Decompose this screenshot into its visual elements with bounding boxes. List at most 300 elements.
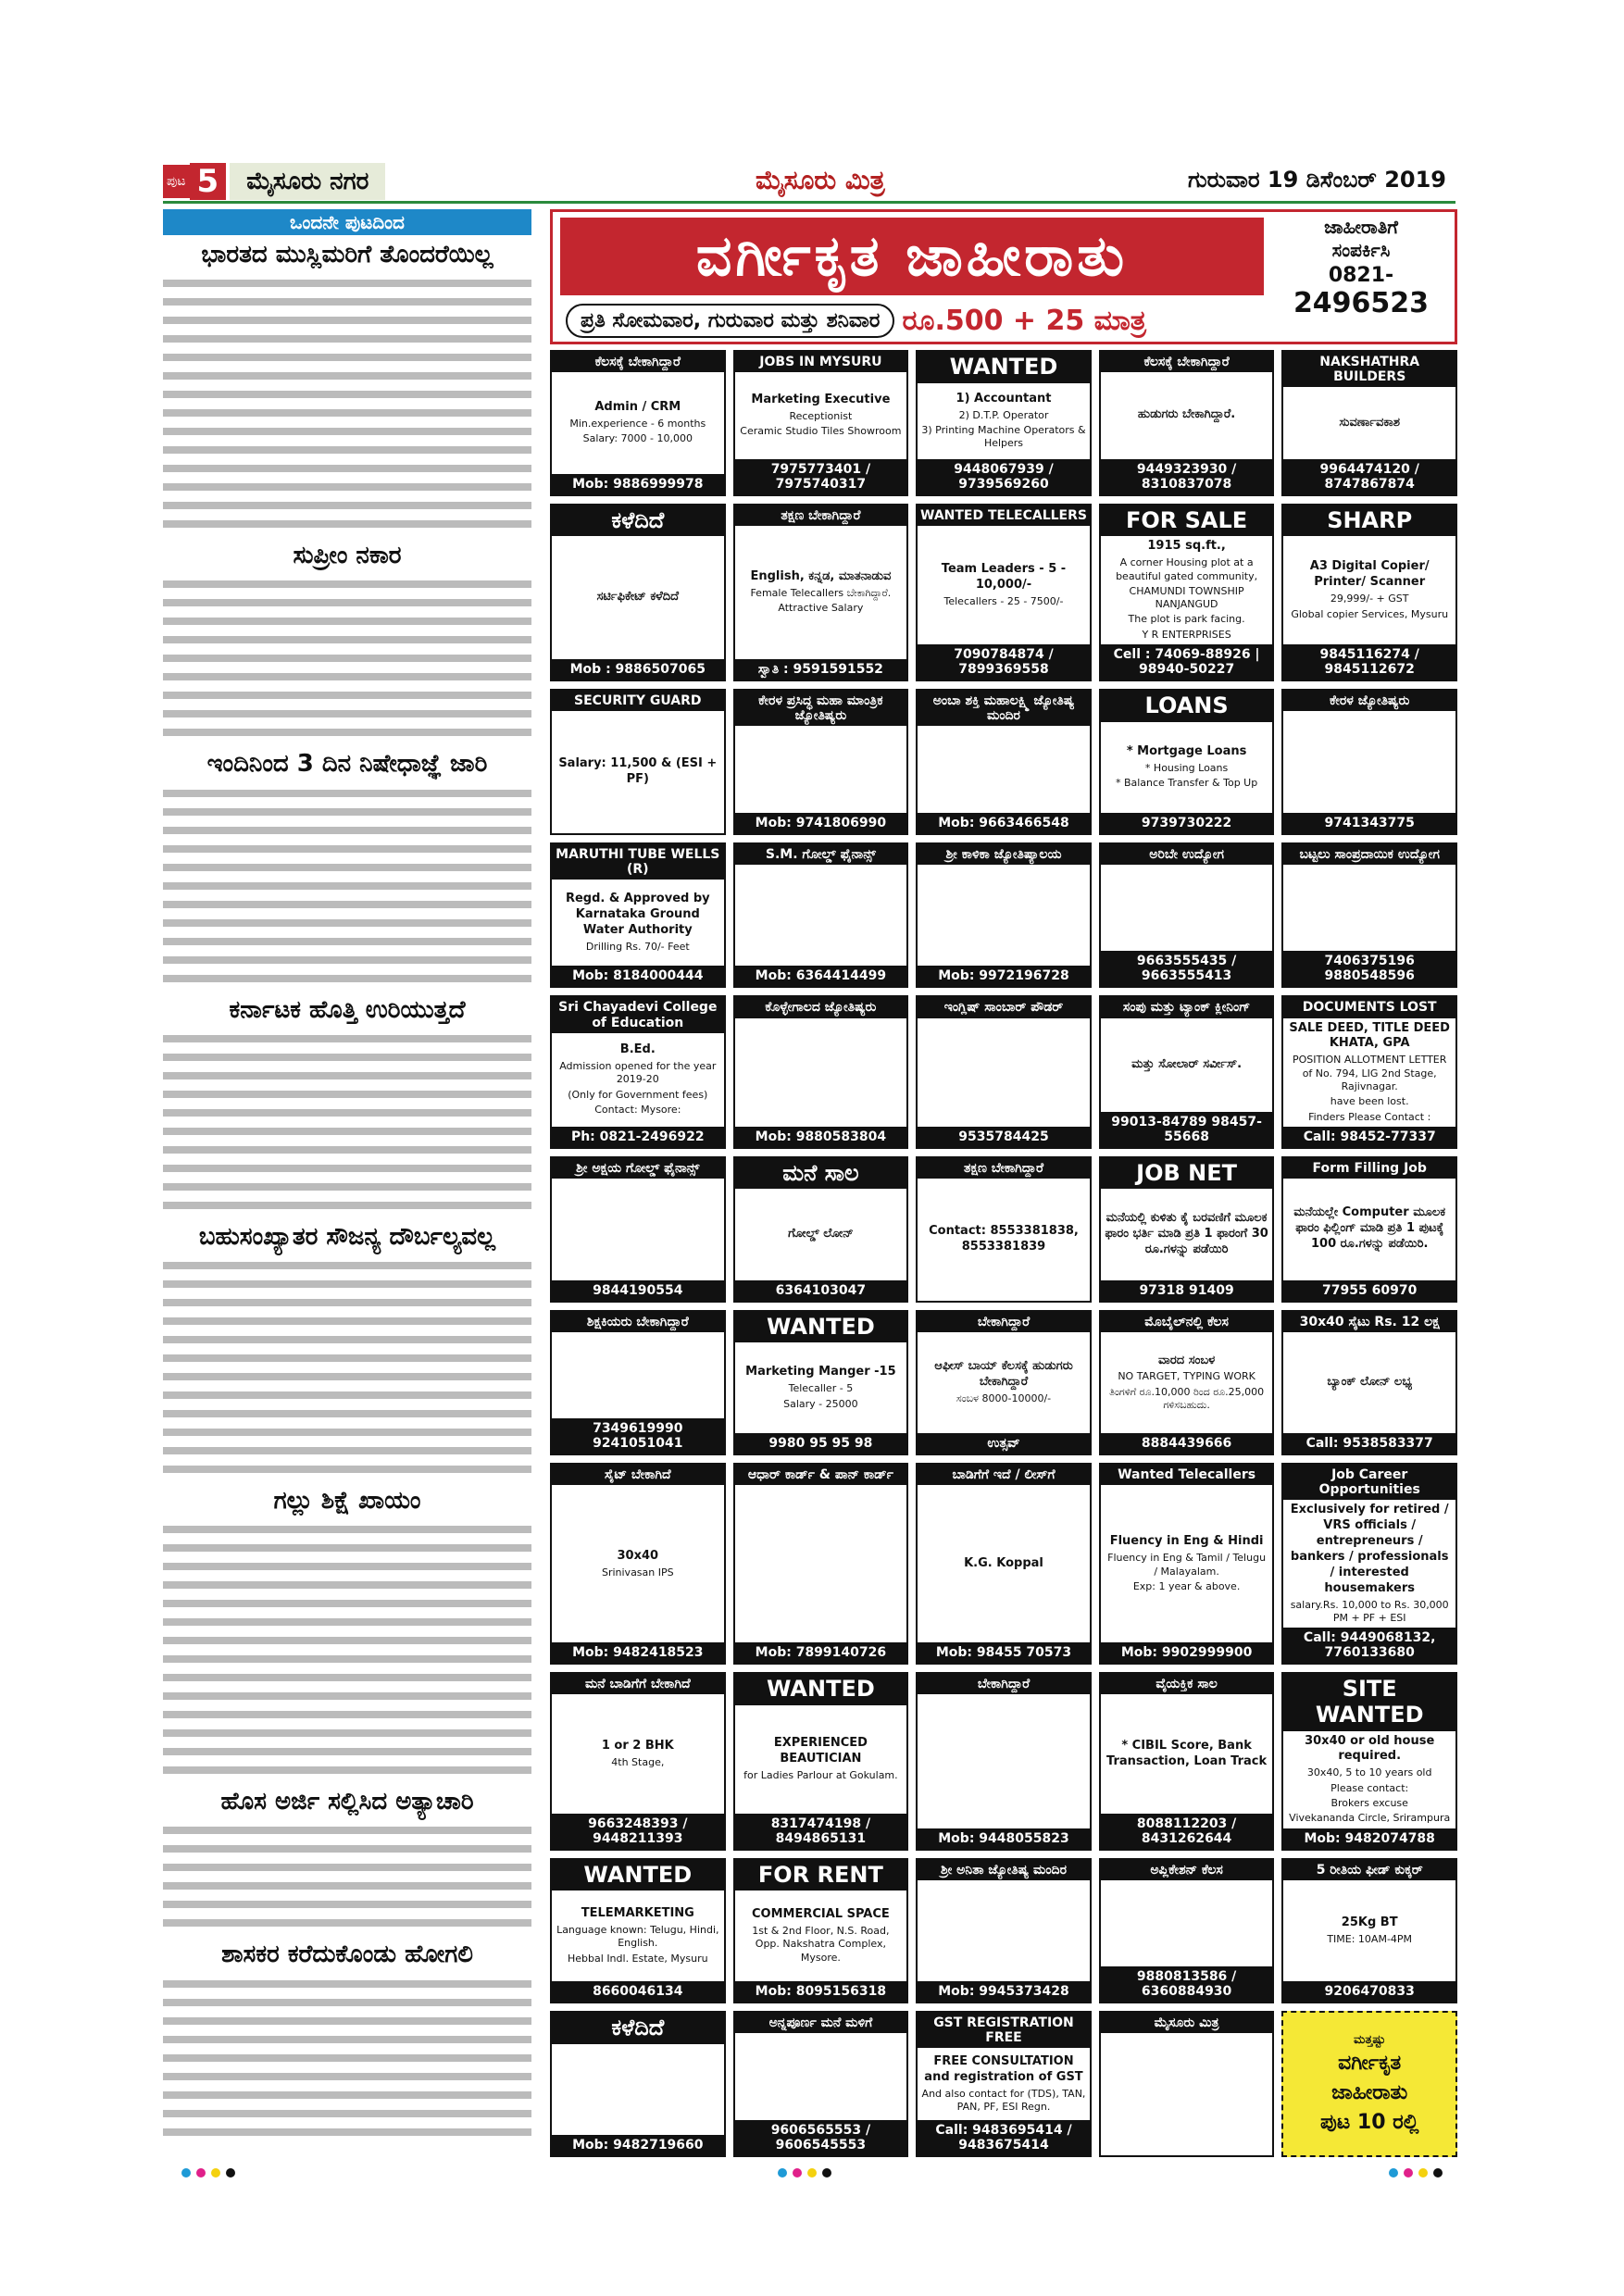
classified-ad bbox=[1099, 842, 1275, 989]
ad-body bbox=[918, 1179, 1090, 1301]
ad-line: Admission opened for the year 2019-20 bbox=[559, 1060, 717, 1086]
ad-line: A3 Digital Copier/ Printer/ Scanner bbox=[1309, 559, 1430, 590]
ad-line: Marketing Executive bbox=[751, 393, 891, 407]
ad-heading: WANTED bbox=[918, 352, 1090, 383]
story-headline: ಗಲ್ಲು ಶಿಕ್ಷೆ ಖಾಯಂ bbox=[273, 1486, 421, 1515]
ad-line: 25Kg BT bbox=[1341, 1915, 1398, 1929]
ad-line: Telecallers - 25 - 7500/- bbox=[943, 594, 1064, 607]
magenta-dot bbox=[793, 2168, 802, 2177]
publication-days-strip bbox=[566, 301, 1269, 340]
classified-ad bbox=[916, 1463, 1092, 1665]
ad-phone: 9880813586 / 6360884930 bbox=[1101, 1966, 1273, 2002]
page-number: 5 bbox=[190, 163, 227, 200]
classified-ad bbox=[1099, 504, 1275, 681]
ad-heading: ಶಿಕ್ಷಕಿಯರು ಬೇಕಾಗಿದ್ದಾರೆ bbox=[552, 1312, 724, 1332]
ad-line: * Mortgage Loans bbox=[1126, 743, 1247, 758]
ad-line: 30x40 or old house required. bbox=[1305, 1733, 1435, 1764]
classified-ad bbox=[550, 1156, 726, 1303]
ad-line: 30x40, 5 to 10 years old bbox=[1306, 1766, 1432, 1779]
classified-ad bbox=[916, 1156, 1092, 1303]
ad-body bbox=[552, 1332, 724, 1419]
ad-phone: Call: 9449068132, 7760133680 bbox=[1283, 1628, 1455, 1663]
ad-line: B.Ed. bbox=[619, 1042, 656, 1057]
story-headline: ಭಾರತದ ಮುಸ್ಲಿಮರಿಗೆ ತೊಂದರೆಯಿಲ್ಲ bbox=[201, 241, 493, 268]
ad-heading: ಆಧಾರ್ ಕಾರ್ಡ್ & ಪಾನ್ ಕಾರ್ಡ್ bbox=[735, 1465, 907, 1485]
classified-ad bbox=[916, 1672, 1092, 1850]
ad-phone: 77955 60970 bbox=[1283, 1280, 1455, 1301]
ad-phone: 8088112203 / 8431262644 bbox=[1101, 1814, 1273, 1849]
ad-phone: 7349619990 9241051041 bbox=[552, 1418, 724, 1454]
ad-body bbox=[552, 536, 724, 659]
ad-body bbox=[1101, 1880, 1273, 1967]
ad-line: Global copier Services, Mysuru bbox=[1291, 607, 1449, 620]
ad-line: * Housing Loans bbox=[1144, 761, 1229, 774]
ad-line: ವರ್ಗೀಕೃತ bbox=[1338, 2052, 1402, 2076]
ad-body bbox=[1101, 1189, 1273, 1279]
ad-line: Team Leaders - 5 - 10,000/- bbox=[941, 561, 1067, 592]
ad-phone: Mob: 9482719660 bbox=[552, 2135, 724, 2155]
ad-body bbox=[552, 880, 724, 967]
ad-line: Ceramic Studio Tiles Showroom bbox=[740, 425, 902, 438]
ad-body bbox=[918, 1880, 1090, 1982]
classified-ad bbox=[1099, 350, 1275, 496]
classified-ad bbox=[550, 504, 726, 681]
page-label: ಪುಟ bbox=[163, 165, 190, 198]
ad-phone: Mob: 98455 70573 bbox=[918, 1642, 1090, 1663]
ad-phone: 7975773401 / 7975740317 bbox=[735, 459, 907, 494]
ad-line: Admin / CRM bbox=[594, 400, 681, 415]
ad-line: Vivekananda Circle, Srirampura bbox=[1289, 1812, 1451, 1825]
ad-line: Salary - 25000 bbox=[783, 1397, 858, 1410]
ad-body bbox=[735, 1018, 907, 1127]
ad-body bbox=[735, 1890, 907, 1981]
classified-ad bbox=[1281, 689, 1457, 835]
ad-phone: 9535784425 bbox=[918, 1127, 1090, 1147]
ad-heading: SECURITY GUARD bbox=[552, 691, 724, 711]
ad-line: ಮತ್ತಷ್ಟು bbox=[1354, 2032, 1386, 2047]
ad-body bbox=[1283, 2013, 1455, 2155]
ad-heading: MARUTHI TUBE WELLS (R) bbox=[552, 844, 724, 880]
page-number-block bbox=[163, 163, 385, 200]
story-body bbox=[163, 785, 531, 989]
ad-body bbox=[918, 2048, 1090, 2120]
ad-body bbox=[552, 1033, 724, 1127]
ad-phone: 99013-84789 98457-55668 bbox=[1101, 1112, 1273, 1147]
ad-heading: FOR RENT bbox=[735, 1860, 907, 1891]
ad-phone: Mob: 9886999978 bbox=[552, 474, 724, 494]
contact-code: 0821- bbox=[1328, 264, 1394, 287]
ad-line: Fluency in Eng & Hindi bbox=[1109, 1534, 1264, 1549]
ad-body bbox=[1101, 1694, 1273, 1813]
issue-date: ಗುರುವಾರ 19 ಡಿಸೆಂಬರ್ 2019 bbox=[1188, 167, 1446, 193]
ad-heading: ಅಪ್ಲಿಕೇಶನ್ ಕೆಲಸ bbox=[1101, 1860, 1273, 1880]
ad-heading: WANTED bbox=[735, 1674, 907, 1705]
classified-ad bbox=[1281, 2011, 1457, 2157]
ad-heading: Sri Chayadevi College of Education bbox=[552, 997, 724, 1032]
ad-phone: 9964474120 / 8747867874 bbox=[1283, 459, 1455, 494]
classified-ad bbox=[1281, 842, 1457, 989]
ad-phone: Mob: 6364414499 bbox=[735, 966, 907, 986]
ad-heading: ಅಂಬಾ ಶಕ್ತಿ ಮಹಾಲಕ್ಷ್ಮಿ ಜ್ಯೋತಿಷ್ಯ ಮಂದಿರ bbox=[918, 691, 1090, 726]
ad-body bbox=[918, 1332, 1090, 1434]
ad-heading: ಬಾಡಿಗೆಗೆ ಇದೆ / ಲೀಸ್‌ಗೆ bbox=[918, 1465, 1090, 1485]
ad-line: FREE CONSULTATION and registration of GST bbox=[924, 2054, 1083, 2084]
ad-body bbox=[552, 2044, 724, 2135]
ad-line: 4th Stage, bbox=[611, 1755, 665, 1768]
ad-line: Salary: 11,500 & (ESI + PF) bbox=[558, 756, 718, 786]
ad-phone: 9980 95 95 98 bbox=[735, 1433, 907, 1454]
ad-body bbox=[1283, 711, 1455, 813]
ad-body bbox=[1283, 865, 1455, 952]
ad-body bbox=[552, 372, 724, 474]
ad-body bbox=[735, 726, 907, 813]
ad-body bbox=[1101, 536, 1273, 644]
ad-body bbox=[1101, 1018, 1273, 1112]
ad-heading: 30x40 ಸೈಟು Rs. 12 ಲಕ್ಷ bbox=[1283, 1312, 1455, 1332]
ad-heading: ತಕ್ಷಣ ಬೇಕಾಗಿದ್ದಾರೆ bbox=[735, 505, 907, 526]
ad-phone: Mob: 9902999900 bbox=[1101, 1642, 1273, 1663]
ad-phone: 7090784874 / 7899369558 bbox=[918, 644, 1090, 680]
ad-line: TIME: 10AM-4PM bbox=[1327, 1932, 1413, 1945]
ad-line: have been lost. bbox=[1330, 1095, 1409, 1108]
ad-heading: ಕೊಳ್ಳೇಗಾಲದ ಜ್ಯೋತಿಷ್ಯರು bbox=[735, 997, 907, 1017]
ad-body bbox=[552, 1485, 724, 1642]
ad-heading: SITE WANTED bbox=[1283, 1674, 1455, 1730]
ad-body bbox=[552, 1890, 724, 1981]
contact-line2: ಸಂಪರ್ಕಿಸಿ bbox=[1331, 239, 1391, 261]
classified-ad bbox=[733, 350, 909, 496]
ad-heading: ಕೆಲಸಕ್ಕೆ ಬೇಕಾಗಿದ್ದಾರೆ bbox=[552, 352, 724, 372]
publication-days: ಪ್ರತಿ ಸೋಮವಾರ, ಗುರುವಾರ ಮತ್ತು ಶನಿವಾರ bbox=[566, 304, 894, 338]
classified-ad bbox=[733, 1156, 909, 1303]
ad-body bbox=[1101, 1332, 1273, 1434]
ad-line: Female Telecallers ಬೇಕಾಗಿದ್ದಾರೆ. bbox=[750, 587, 892, 600]
classified-ad bbox=[916, 504, 1092, 681]
ad-heading: NAKSHATHRA BUILDERS bbox=[1283, 352, 1455, 387]
ad-body bbox=[918, 526, 1090, 644]
ad-body bbox=[918, 1485, 1090, 1642]
ad-heading: ಬೇಕಾಗಿದ್ದಾರೆ bbox=[918, 1674, 1090, 1694]
classified-ad bbox=[733, 842, 909, 989]
ad-body bbox=[1101, 722, 1273, 813]
ad-line: K.G. Koppal bbox=[964, 1555, 1043, 1570]
ad-line: ಸುವರ್ಣಾವಕಾಶ bbox=[1339, 415, 1400, 430]
contact-box bbox=[1275, 216, 1447, 338]
ad-body bbox=[1283, 1018, 1455, 1127]
yellow-dot bbox=[807, 2168, 817, 2177]
classified-ad bbox=[1281, 1310, 1457, 1456]
ad-phone: Mob: 8095156318 bbox=[735, 1981, 907, 2002]
classified-banner bbox=[550, 209, 1457, 344]
ad-line: A corner Housing plot at a beautiful gated community, bbox=[1116, 556, 1258, 582]
ad-line: 29,999/- + GST bbox=[1330, 593, 1409, 605]
ad-body bbox=[918, 1018, 1090, 1127]
ad-line: Y R ENTERPRISES bbox=[1142, 628, 1231, 641]
classified-ad bbox=[916, 689, 1092, 835]
ad-line: COMMERCIAL SPACE bbox=[751, 1907, 890, 1922]
ad-line: English, ಕನ್ನಡ, ಮಾತನಾಡುವ bbox=[750, 569, 892, 584]
ad-heading: ಬೇಕಾಗಿದ್ದಾರೆ bbox=[918, 1312, 1090, 1332]
ad-line: ಗೋಲ್ಡ್ ಲೋನ್ bbox=[788, 1227, 854, 1242]
yellow-dot bbox=[1418, 2168, 1428, 2177]
ad-phone: ಸ್ವಾತಿ : 9591591552 bbox=[735, 659, 907, 680]
ad-phone: Mob: 9741806990 bbox=[735, 813, 907, 833]
ad-phone: Call: 9483695414 / 9483675414 bbox=[918, 2120, 1090, 2155]
classified-ad bbox=[1099, 1463, 1275, 1665]
ad-body bbox=[552, 1179, 724, 1280]
classified-title: ವರ್ಗೀಕೃತ ಜಾಹೀರಾತು bbox=[560, 218, 1264, 295]
ad-heading: ಸೈಟ್ ಬೇಕಾಗಿದೆ bbox=[552, 1465, 724, 1485]
ad-heading: ವೈಯಕ್ತಿಕ ಸಾಲ bbox=[1101, 1674, 1273, 1694]
classified-ad bbox=[1281, 1156, 1457, 1303]
black-dot bbox=[1433, 2168, 1443, 2177]
ad-phone: 8317474198 / 8494865131 bbox=[735, 1814, 907, 1849]
ad-line: ಮನೆಯಲ್ಲಿ ಕುಳಿತು ಕೈ ಬರವಣಿಗೆ ಮೂಲಕ ಫಾರಂ ಭರ್ತಿ ಮಾಡಿ ಪ್ರತಿ 1 ಫಾರಂಗೆ 30 ರೂ.ಗಳನ್ನು ಪಡೆಯಿರಿ bbox=[1105, 1211, 1268, 1256]
ad-line: NO TARGET, TYPING WORK bbox=[1118, 1370, 1255, 1383]
story-body bbox=[163, 1822, 531, 1933]
ad-heading: Job Career Opportunities bbox=[1283, 1465, 1455, 1500]
ad-line: ವಾರದ ಸಂಬಳ bbox=[1157, 1353, 1216, 1367]
ad-line: Contact: 8553381838, 8553381839 bbox=[929, 1223, 1079, 1254]
cyan-dot bbox=[778, 2168, 787, 2177]
classified-ad bbox=[733, 2011, 909, 2157]
classified-ad bbox=[733, 1463, 909, 1665]
classified-ad bbox=[1281, 995, 1457, 1148]
cyan-dot bbox=[181, 2168, 191, 2177]
ad-phone: 9663248393 / 9448211393 bbox=[552, 1814, 724, 1849]
registration-dots-center bbox=[778, 2168, 831, 2177]
classified-ad bbox=[1099, 689, 1275, 835]
classified-ad bbox=[733, 995, 909, 1148]
story-body bbox=[163, 1521, 531, 1780]
ad-line: ತಿಂಗಳಿಗೆ ರೂ.10,000 ರಿಂದ ರೂ.25,000 ಗಳಿಸಬಹುದು. bbox=[1109, 1385, 1265, 1412]
ad-phone: 9663555435 / 9663555413 bbox=[1101, 951, 1273, 986]
classified-ad bbox=[550, 842, 726, 989]
ad-heading: S.M. ಗೋಲ್ಡ್ ಫೈನಾನ್ಸ್ bbox=[735, 844, 907, 865]
ad-phone: 8660046134 bbox=[552, 1981, 724, 2002]
classified-ad bbox=[550, 2011, 726, 2157]
ad-body bbox=[735, 865, 907, 967]
ad-heading: ಬಟ್ಟಲು ಸಾಂಪ್ರದಾಯಿಕ ಉದ್ಯೋಗ bbox=[1283, 844, 1455, 865]
ad-phone: 9844190554 bbox=[552, 1280, 724, 1301]
ad-line: Please contact: bbox=[1330, 1781, 1409, 1794]
classified-ad bbox=[550, 350, 726, 496]
classified-ad bbox=[1281, 350, 1457, 496]
ad-body bbox=[1101, 1485, 1273, 1642]
story-body bbox=[163, 1976, 531, 2142]
ad-phone: Mob: 9448055823 bbox=[918, 1828, 1090, 1849]
ad-line: Min.experience - 6 months bbox=[569, 418, 706, 430]
ad-line: CHAMUNDI TOWNSHIP NANJANGUD bbox=[1129, 584, 1244, 611]
classified-ad bbox=[550, 1463, 726, 1665]
classified-ad bbox=[916, 1858, 1092, 2004]
ad-heading: ಮೊಬೈಲ್‌ನಲ್ಲಿ ಕೆಲಸ bbox=[1101, 1312, 1273, 1332]
ad-heading: ಕೇರಳ ಪ್ರಸಿದ್ಧ ಮಹಾ ಮಾಂತ್ರಿಕ ಜ್ಯೋತಿಷ್ಯರು bbox=[735, 691, 907, 726]
ad-body bbox=[1283, 1500, 1455, 1628]
ad-line: 2) D.T.P. Operator bbox=[958, 408, 1049, 421]
ad-phone: 7406375196 9880548596 bbox=[1283, 951, 1455, 986]
ad-heading: WANTED bbox=[552, 1860, 724, 1891]
classified-ad bbox=[1281, 1672, 1457, 1850]
ad-line: Hebbal Indl. Estate, Mysuru bbox=[568, 1952, 708, 1965]
story-list bbox=[163, 241, 531, 2142]
ad-line: Fluency in Eng & Tamil / Telugu / Malayalam. bbox=[1107, 1552, 1267, 1578]
ad-line: 1 or 2 BHK bbox=[601, 1738, 674, 1753]
magenta-dot bbox=[196, 2168, 206, 2177]
ad-heading: SHARP bbox=[1283, 505, 1455, 537]
ad-phone: 6364103047 bbox=[735, 1280, 907, 1301]
ad-body bbox=[1283, 1880, 1455, 1982]
ad-body bbox=[735, 372, 907, 459]
story-headline: ಕರ್ನಾಟಕ ಹೊತ್ತಿ ಉರಿಯುತ್ತದೆ bbox=[229, 995, 466, 1024]
ad-line: * CIBIL Score, Bank Transaction, Loan Track bbox=[1106, 1738, 1268, 1768]
ad-phone: 97318 91409 bbox=[1101, 1280, 1273, 1301]
classified-ad bbox=[916, 2011, 1092, 2157]
ad-heading: ಮನೆ ಸಾಲ bbox=[735, 1158, 907, 1190]
ad-phone: Mob: 9945373428 bbox=[918, 1981, 1090, 2002]
ad-heading: JOB NET bbox=[1101, 1158, 1273, 1190]
black-dot bbox=[822, 2168, 831, 2177]
ad-body bbox=[735, 2033, 907, 2120]
ad-line: ಜಾಹೀರಾತು bbox=[1331, 2081, 1408, 2105]
ad-body bbox=[1283, 1731, 1455, 1828]
classified-ad bbox=[1099, 995, 1275, 1148]
ad-heading: WANTED TELECALLERS bbox=[918, 505, 1090, 526]
ad-heading: ಕೇರಳ ಜ್ಯೋತಿಷ್ಯರು bbox=[1283, 691, 1455, 711]
ad-line: Exclusively for retired / VRS officials / entrepreneurs / bankers / professionals / interested housemakers bbox=[1290, 1503, 1449, 1595]
ad-body bbox=[1101, 372, 1273, 459]
ad-phone: Ph: 0821-2496922 bbox=[552, 1127, 724, 1147]
classified-ad bbox=[733, 1672, 909, 1850]
ad-line: for Ladies Parlour at Gokulam. bbox=[743, 1768, 898, 1781]
ad-heading: ಅನ್ನಪೂರ್ಣ ಮನೆ ಮಳಿಗೆ bbox=[735, 2013, 907, 2033]
ad-line: TELEMARKETING bbox=[581, 1906, 694, 1921]
ad-line: Regd. & Approved by Karnataka Ground Water Authority bbox=[565, 892, 710, 937]
story-body bbox=[163, 1257, 531, 1479]
contact-line1: ಜಾಹೀರಾತಿಗೆ bbox=[1324, 216, 1398, 238]
ad-body bbox=[1283, 536, 1455, 644]
ad-line: ಮನೆಯಲ್ಲೇ Computer ಮೂಲಕ ಫಾರಂ ಫಿಲ್ಲಿಂಗ್ ಮಾಡಿ ಪ್ರತಿ 1 ಪುಟಕ್ಕೆ 100 ರೂ.ಗಳನ್ನು ಪಡೆಯಿರಿ. bbox=[1293, 1205, 1446, 1252]
ad-line: Marketing Manger -15 bbox=[745, 1365, 896, 1379]
ad-line: ಆಫೀಸ್ ಬಾಯ್ ಕೆಲಸಕ್ಕೆ ಹುಡುಗರು ಬೇಕಾಗಿದ್ದಾರೆ bbox=[934, 1359, 1073, 1390]
classified-ad bbox=[550, 995, 726, 1148]
classified-ad bbox=[733, 504, 909, 681]
classified-ad bbox=[1099, 1310, 1275, 1456]
classified-ad bbox=[916, 1310, 1092, 1456]
classified-ad bbox=[1099, 1858, 1275, 2004]
ad-heading: JOBS IN MYSURU bbox=[735, 352, 907, 372]
classified-ad bbox=[733, 689, 909, 835]
masthead-logo: ಮೈಸೂರು ಮಿತ್ರ bbox=[756, 165, 885, 195]
ad-line: 3) Printing Machine Operators & Helpers bbox=[921, 423, 1086, 450]
ad-heading: GST REGISTRATION FREE bbox=[918, 2013, 1090, 2048]
ad-line: Receptionist bbox=[789, 410, 853, 423]
ad-phone: 9449323930 / 8310837078 bbox=[1101, 459, 1273, 494]
ad-body bbox=[735, 526, 907, 659]
ad-phone: 9741343775 bbox=[1283, 813, 1455, 833]
ad-phone: 9845116274 / 9845112672 bbox=[1283, 644, 1455, 680]
ad-phone: 9448067939 / 9739569260 bbox=[918, 459, 1090, 494]
ad-line: POSITION ALLOTMENT LETTER of No. 794, LIG 2nd Stage, Rajivnagar. bbox=[1292, 1054, 1447, 1092]
ad-line: ಮತ್ತು ಸೋಲಾರ್ ಸರ್ವೀಸ್. bbox=[1131, 1056, 1243, 1071]
ad-heading: ತಕ್ಷಣ ಬೇಕಾಗಿದ್ದಾರೆ bbox=[918, 1158, 1090, 1179]
ad-phone: Mob: 9972196728 bbox=[918, 966, 1090, 986]
ad-line: 1) Accountant bbox=[956, 391, 1052, 406]
ad-phone: Mob: 8184000444 bbox=[552, 966, 724, 986]
ad-body bbox=[552, 1694, 724, 1813]
ad-heading: ಸಂಪು ಮತ್ತು ಟ್ಯಾಂಕ್ ಕ್ಲೀನಿಂಗ್ bbox=[1101, 997, 1273, 1017]
black-dot bbox=[226, 2168, 235, 2177]
classified-ad bbox=[1099, 1156, 1275, 1303]
ad-body bbox=[735, 1189, 907, 1279]
story-body bbox=[163, 1030, 531, 1216]
classified-grid bbox=[550, 350, 1457, 2157]
ad-line: And also contact for (TDS), TAN, PAN, PF, ESI Regn. bbox=[921, 2087, 1086, 2114]
ad-body bbox=[735, 1342, 907, 1433]
continued-kicker: ಒಂದನೇ ಪುಟದಿಂದ bbox=[163, 209, 531, 235]
ad-body bbox=[1283, 1332, 1455, 1434]
page-header bbox=[163, 163, 1455, 204]
ad-line: Telecaller - 5 bbox=[788, 1382, 854, 1395]
ad-body bbox=[1283, 387, 1455, 459]
ad-heading: 5 ರೀತಿಯ ಫೀಡ್ ಕುಕ್ಕರ್ bbox=[1283, 1860, 1455, 1880]
story-headline: ಹೊಸ ಅರ್ಜಿ ಸಲ್ಲಿಸಿದ ಅತ್ಯಾಚಾರಿ bbox=[220, 1788, 474, 1816]
story-body bbox=[163, 275, 531, 534]
ad-phone: Mob: 9482074788 bbox=[1283, 1828, 1455, 1849]
ad-body bbox=[1101, 865, 1273, 952]
classified-ad bbox=[550, 1310, 726, 1456]
ad-line: * Balance Transfer & Top Up bbox=[1115, 777, 1258, 790]
classified-ad bbox=[733, 1310, 909, 1456]
ad-heading: Form Filling Job bbox=[1283, 1158, 1455, 1179]
registration-dots-left bbox=[181, 2168, 235, 2177]
ad-heading: ಮೈಸೂರು ಮಿತ್ರ bbox=[1101, 2013, 1273, 2033]
classified-ad bbox=[916, 350, 1092, 496]
ad-line: 1915 sq.ft., bbox=[1147, 539, 1226, 554]
magenta-dot bbox=[1404, 2168, 1413, 2177]
ad-heading: ಶ್ರೀ ಅನಿತಾ ಜ್ಯೋತಿಷ್ಯ ಮಂದಿರ bbox=[918, 1860, 1090, 1880]
ad-body bbox=[918, 383, 1090, 459]
ad-phone: Call: 9538583377 bbox=[1283, 1433, 1455, 1454]
story-headline: ಇಂದಿನಿಂದ 3 ದಿನ ನಿಷೇಧಾಜ್ಞೆ ಜಾರಿ bbox=[206, 750, 488, 779]
classified-ad bbox=[1099, 1672, 1275, 1850]
section-title: ಮೈಸೂರು ನಗರ bbox=[230, 163, 385, 200]
ad-line: EXPERIENCED BEAUTICIAN bbox=[773, 1736, 868, 1766]
ad-phone: Call: 98452-77337 bbox=[1283, 1127, 1455, 1147]
ad-line: 1st & 2nd Floor, N.S. Road, Opp. Nakshatra Complex, Mysore. bbox=[752, 1925, 890, 1964]
story-headline: ಸುಪ್ರೀಂ ನಕಾರ bbox=[293, 542, 402, 570]
classified-ad bbox=[916, 842, 1092, 989]
ad-phone: 9206470833 bbox=[1283, 1981, 1455, 2002]
ad-phone: 9606565553 / 9606545553 bbox=[735, 2120, 907, 2155]
ad-price: ರೂ.500 + 25 ಮಾತ್ರ bbox=[902, 304, 1146, 337]
story-headline: ಶಾಸಕರ ಕರೆದುಕೊಂಡು ಹೋಗಲಿ bbox=[221, 1940, 473, 1969]
ad-body bbox=[735, 1705, 907, 1814]
classified-ad bbox=[1281, 504, 1457, 681]
ad-body bbox=[918, 726, 1090, 813]
ad-body bbox=[918, 865, 1090, 967]
ad-line: 30x40 bbox=[617, 1548, 659, 1563]
ad-phone: Mob: 9482418523 bbox=[552, 1642, 724, 1663]
ad-phone: Mob : 9886507065 bbox=[552, 659, 724, 680]
ad-body bbox=[1101, 2033, 1273, 2155]
ad-heading: ಕಳೆದಿದೆ bbox=[552, 505, 724, 537]
ad-heading: ಮನೆ ಬಾಡಿಗೆಗೆ ಬೇಕಾಗಿದೆ bbox=[552, 1674, 724, 1694]
ad-body bbox=[1283, 1179, 1455, 1280]
ad-heading: Wanted Telecallers bbox=[1101, 1465, 1273, 1485]
ad-line: Attractive Salary bbox=[778, 602, 864, 615]
story-headline: ಬಹುಸಂಖ್ಯಾತರ ಸೌಜನ್ಯ ದೌರ್ಬಲ್ಯವಲ್ಲ bbox=[198, 1222, 496, 1251]
